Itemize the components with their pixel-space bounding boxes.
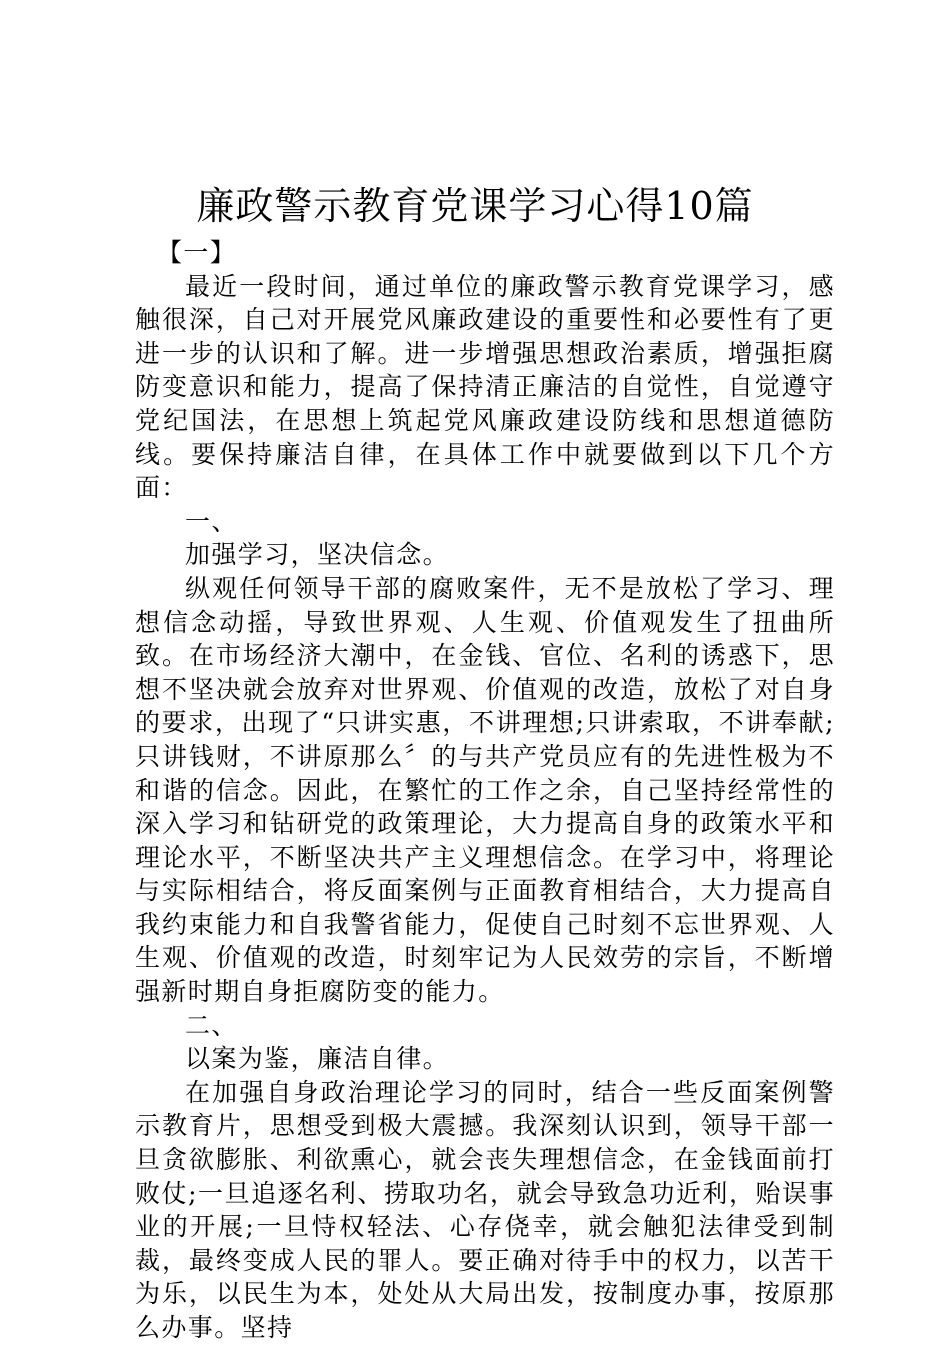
document-title: 廉政警示教育党课学习心得10篇 [196,184,754,228]
paragraph: 纵观任何领导干部的腐败案件，无不是放松了学习、理想信念动摇，导致世界观、人生观、价值观发生了扭曲所致。在市场经济大潮中，在金钱、官位、名利的诱惑下，思想不坚决就会放弃对世界观、价值观的改造，放松了对自身的要求，出现了“只讲实惠，不讲理想;只讲索取，不讲奉献;只讲钱财，不讲原那么〞的与共产党员应有的先进性极为不和谐的信念。因此，在繁忙的工作之余，自己坚持经常性的深入学习和钻研党的政策理论，大力提高自身的政策水平和理论水平，不断坚决共产主义理想信念。在学习中，将理论与实际相结合，将反面案例与正面教育相结合，大力提高自我约束能力和自我警省能力，促使自己时刻不忘世界观、人生观、价值观的改造，时刻牢记为人民效劳的宗旨，不断增强新时期自身拒腐防变的能力。 [135,573,835,1007]
paragraph: 最近一段时间，通过单位的廉政警示教育党课学习，感触很深，自己对开展党风廉政建设的重要性和必要性有了更进一步的认识和了解。进一步增强思想政治素质，增强拒腐防变意识和能力，提高了保持清正廉洁的自觉性，自觉遵守党纪国法，在思想上筑起党风廉政建设防线和思想道德防线。要保持廉洁自律，在具体工作中就要做到以下几个方面： [135,271,835,503]
section-number: 一、 [185,506,238,536]
paragraph: 在加强自身政治理论学习的同时，结合一些反面案例警示教育片，思想受到极大震撼。我深刻认识到，领导干部一旦贪欲膨胀、利欲熏心，就会丧失理想信念，在金钱面前打败仗;一旦追逐名利、捞取功名，就会导致急功近利，贻误事业的开展;一旦恃权轻法、心存侥幸，就会触犯法律受到制裁，最终变成人民的罪人。要正确对待手中的权力，以苦干为乐，以民生为本，处处从大局出发，按制度办事，按原那么办事。坚持 [135,1077,835,1342]
section-number: 二、 [185,1010,238,1040]
document-body [135,236,835,1345]
section-marker: 【一】 [157,238,237,267]
section-heading: 以案为鉴，廉洁自律。 [185,1044,450,1074]
section-heading: 加强学习，坚决信念。 [185,540,450,570]
